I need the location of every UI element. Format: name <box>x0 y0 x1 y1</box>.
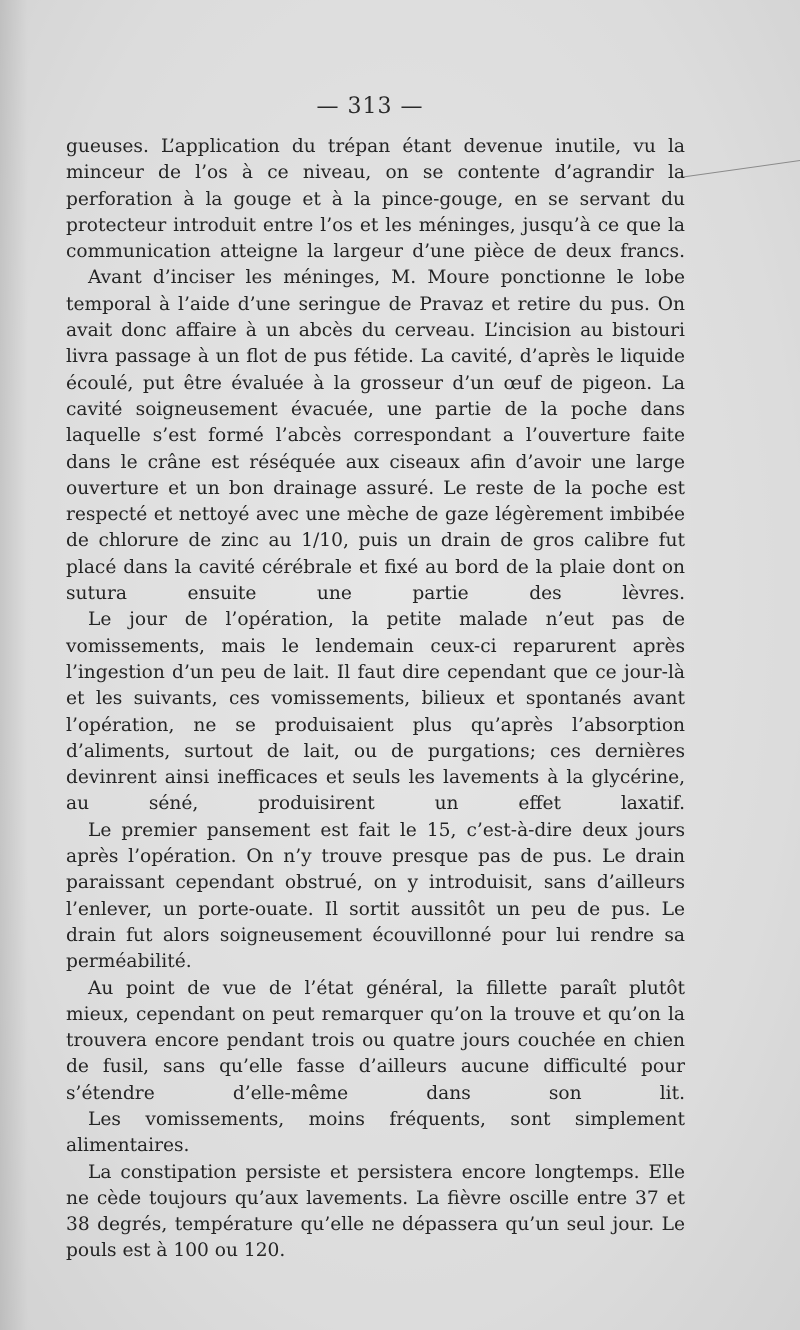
paragraph-vomiting-frequency: Les vomissements, moins fréquents, sont simplement alimentaires. <box>66 1108 685 1157</box>
page-number: — 313 — <box>316 94 424 119</box>
paper-edge-mark <box>681 160 800 178</box>
paragraph-vomiting: Le jour de l’opération, la petite malade n’eut pas de vomissements, mais le lendemain ceux-ci reparurent après l’ingestion d’un peu de lait. Il faut dire cependant que ce jour-là et les suivants, ces vomissements, bilieux et spontanés avant l’opération, ne se produisaient plus qu’après l’absorption d’aliments, surtout de lait, ou de purgations; ces dernières devinrent ainsi inefficaces et seuls les lavements à la glycérine, au séné, produisirent un effet laxatif. <box>66 609 685 815</box>
paragraph-dressing: Le premier pansement est fait le 15, c’est-à-dire deux jours après l’opération. On n’y trouve presque pas de pus. Le drain paraissant cependant obstrué, on y introduisit, sans d’ailleurs l’enlever, un porte-ouate. Il sortit aussitôt un peu de pus. Le drain fut alors soigneusement écouvillonné pour lui rendre sa perméabilité. <box>66 819 685 973</box>
paragraph-abscess: Avant d’inciser les méninges, M. Moure ponctionne le lobe temporal à l’aide d’une seringue de Pravaz et retire du pus. On avait donc affaire à un abcès du cerveau. L’incision au bistouri livra passage à un flot de pus fétide. La cavité, d’après le liquide écoulé, put être évaluée à la grosseur d’un œuf de pigeon. La cavité soigneusement évacuée, une partie de la poche dans laquelle s’est formé l’abcès correspondant a l’ouverture faite dans le crâne est réséquée aux ciseaux afin d’avoir une large ouverture et un bon drainage assuré. Le reste de la poche est respecté et nettoyé avec une mèche de gaze légèrement imbibée de chlorure de zinc au 1/10, puis un drain de gros calibre fut placé dans la cavité cérébrale et fixé au bord de la plaie dont on sutura ensuite une partie des lèvres. <box>66 267 685 605</box>
paragraph-continuation: gueuses. L’application du trépan étant devenue inutile, vu la minceur de l’os à ce niveau, on se contente d’agrandir la perforation à la gouge et à la pince-gouge, en se servant du protecteur introduit entre l’os et les méninges, jusqu’à ce que la communication atteigne la largeur d’une pièce de deux francs. <box>66 136 685 263</box>
body-text <box>66 134 685 1265</box>
binding-shadow <box>0 0 28 1330</box>
paragraph-general-state: Au point de vue de l’état général, la fillette paraît plutôt mieux, cependant on peut remarquer qu’on la trouve et qu’on la trouvera encore pendant trois ou quatre jours couchée en chien de fusil, sans qu’elle fasse d’ailleurs aucune difficulté pour s’étendre d’elle-même dans son lit. <box>66 977 685 1104</box>
paragraph-constipation: La constipation persiste et persistera encore longtemps. Elle ne cède toujours qu’aux lavements. La fièvre oscille entre 37 et 38 degrés, température qu’elle ne dépassera qu’un seul jour. Le pouls est à 100 ou 120. <box>66 1161 685 1262</box>
